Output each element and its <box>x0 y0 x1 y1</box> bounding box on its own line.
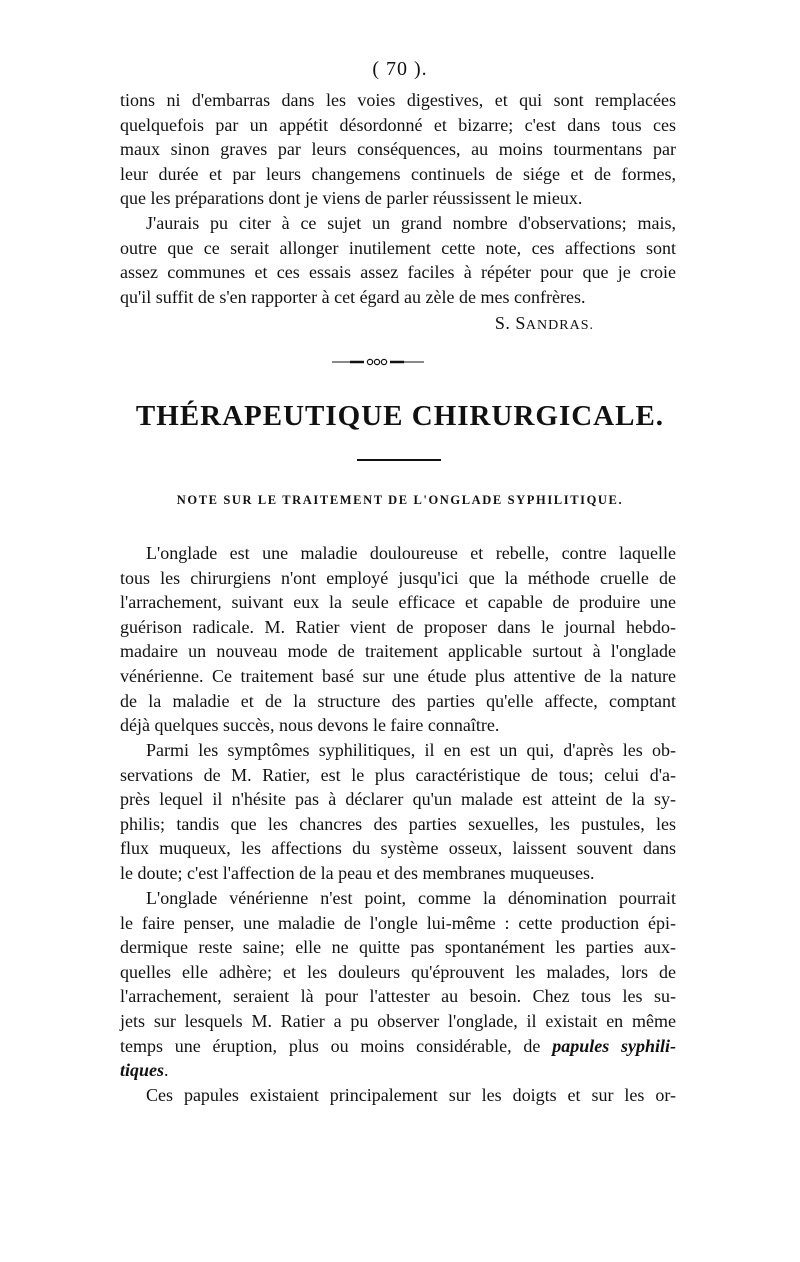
text-line: Parmi les symptômes syphilitiques, il en est un qui, d'après les ob- <box>146 740 676 760</box>
text-line: l'arrachement, suivant eux la seule efficace et capable de produire une <box>120 592 676 613</box>
body-paragraph-4 <box>120 1083 676 1108</box>
body-paragraph-1 <box>120 541 676 738</box>
author-signature <box>120 313 594 334</box>
body-paragraph-3 <box>120 886 676 1083</box>
text-line: près lequel il n'hésite pas à déclarer qu'un malade est atteint de la sy- <box>120 789 676 810</box>
text-line: le doute; c'est l'affection de la peau et des membranes muqueuses. <box>120 862 595 883</box>
closing-paragraph <box>120 211 676 309</box>
text-line: quelles elle adhère; et les douleurs qu'éprouvent les malades, lors de <box>120 961 676 982</box>
body-paragraph-2 <box>120 738 676 886</box>
text-line: l'arrachement, seraient là pour l'attester au besoin. Chez tous les su- <box>120 986 676 1007</box>
text-line: madaire un nouveau mode de traitement applicable surtout à l'onglade <box>120 641 676 662</box>
text-line: dermique reste saine; elle ne quitte pas spontanément les parties aux- <box>120 937 676 958</box>
text-line: le faire penser, une maladie de l'ongle lui-même : cette production épi- <box>120 912 676 933</box>
text-line: guérison radicale. M. Ratier vient de proposer dans le journal hebdo- <box>120 616 676 637</box>
text-line: tions ni d'embarras dans les voies digestives, et qui sont remplacées <box>120 90 676 110</box>
text-line: déjà quelques succès, nous devons le faire connaître. <box>120 715 500 736</box>
text-line: qu'il suffit de s'en rapporter à cet égard au zèle de mes confrères. <box>120 286 586 307</box>
text-line: que les préparations dont je viens de parler réussissent le mieux. <box>120 188 583 209</box>
text-line: assez communes et ces essais assez faciles à répéter pour que je croie <box>120 262 676 283</box>
text-line: outre que ce serait allonger inutilement cette note, ces affections sont <box>120 237 676 258</box>
text-line: de la maladie et de la structure des parties qu'elle affecte, comptant <box>120 690 676 711</box>
section-title: THÉRAPEUTIQUE CHIRURGICALE. <box>135 400 665 432</box>
italic-term: tiques <box>120 1060 165 1081</box>
text-line: leur durée et par leurs changemens continuels de siége et de formes, <box>120 163 676 184</box>
text-line: quelquefois par un appétit désordonné et bizarre; c'est dans tous ces <box>120 114 676 135</box>
text-line <box>120 1058 676 1083</box>
text-line: vénérienne. Ce traitement basé sur une étude plus attentive de la nature <box>120 665 676 686</box>
text-run: temps une éruption, plus ou moins considérable, de <box>120 1035 553 1056</box>
text-line: servations de M. Ratier, est le plus caractéristique de tous; celui d'a- <box>120 764 676 785</box>
page-number: ( 70 ). <box>372 58 428 80</box>
article-title: NOTE SUR LE TRAITEMENT DE L'ONGLADE SYPHILITIQUE. <box>176 493 624 507</box>
text-line: tous les chirurgiens n'ont employé jusqu'ici que la méthode cruelle de <box>120 567 676 588</box>
text-line: philis; tandis que les chancres des parties sexuelles, les pustules, les <box>120 813 676 834</box>
text-line: Ces papules existaient principalement sur les doigts et sur les or- <box>146 1085 676 1105</box>
signature-initial: S. S <box>494 313 526 333</box>
title-rule <box>357 459 441 461</box>
text-line: L'onglade est une maladie douloureuse et rebelle, contre laquelle <box>146 543 676 563</box>
text-line: flux muqueux, les affections du système osseux, laissent souvent dans <box>120 838 676 859</box>
continuation-paragraph <box>120 88 676 211</box>
text-line <box>120 1034 676 1059</box>
ornament-divider <box>330 357 430 367</box>
text-line: J'aurais pu citer à ce sujet un grand nombre d'observations; mais, <box>146 213 676 233</box>
text-line: maux sinon graves par leurs conséquences, au moins tourmentans par <box>120 139 676 160</box>
text-line: jets sur lesquels M. Ratier a pu observer l'onglade, il existait en même <box>120 1010 676 1031</box>
text-line: L'onglade vénérienne n'est point, comme la dénomination pourrait <box>146 888 676 908</box>
text-run: . <box>164 1060 169 1081</box>
italic-term: papules syphili- <box>552 1035 676 1056</box>
signature-name: ANDRAS. <box>525 318 594 333</box>
